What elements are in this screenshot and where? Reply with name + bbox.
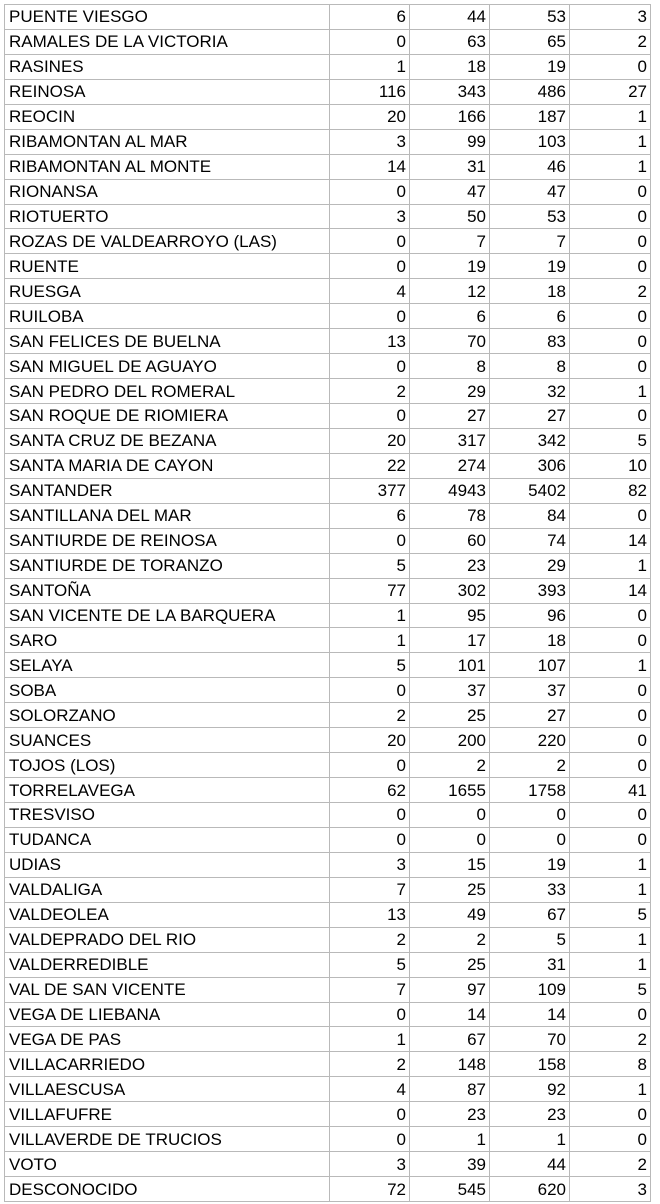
value-cell-col3[interactable]: 32 (490, 379, 570, 404)
table-body (5, 5, 651, 1202)
value-cell-col3[interactable]: 31 (490, 952, 570, 977)
municipality-name-cell[interactable]: VOTO (5, 1152, 330, 1177)
value-cell-col2[interactable]: 60 (410, 528, 490, 553)
value-cell-col2[interactable]: 302 (410, 578, 490, 603)
municipality-name-cell[interactable]: RIOTUERTO (5, 204, 330, 229)
value-cell-col2[interactable]: 1 (410, 1127, 490, 1152)
municipality-name-cell[interactable]: SUANCES (5, 728, 330, 753)
value-cell-col2[interactable]: 19 (410, 254, 490, 279)
value-cell-col1[interactable]: 22 (330, 453, 410, 478)
table-row (5, 578, 651, 603)
value-cell-col2[interactable]: 31 (410, 154, 490, 179)
value-cell-col3[interactable]: 19 (490, 254, 570, 279)
value-cell-col2[interactable]: 25 (410, 877, 490, 902)
value-cell-col2[interactable]: 50 (410, 204, 490, 229)
municipality-name-cell[interactable]: SANTIURDE DE REINOSA (5, 528, 330, 553)
municipality-name-cell[interactable]: SELAYA (5, 653, 330, 678)
table-row (5, 29, 651, 54)
table-row (5, 428, 651, 453)
value-cell-col3[interactable]: 96 (490, 603, 570, 628)
table-row (5, 1152, 651, 1177)
value-cell-col3[interactable]: 393 (490, 578, 570, 603)
value-cell-col1[interactable]: 3 (330, 852, 410, 877)
value-cell-col2[interactable]: 27 (410, 404, 490, 429)
table-row (5, 977, 651, 1002)
table-row (5, 179, 651, 204)
value-cell-col3[interactable]: 46 (490, 154, 570, 179)
table-row (5, 778, 651, 803)
municipality-name-cell[interactable]: RUILOBA (5, 304, 330, 329)
municipality-name-cell[interactable]: SANTA MARIA DE CAYON (5, 453, 330, 478)
value-cell-col4[interactable]: 0 (570, 54, 651, 79)
table-row (5, 927, 651, 952)
value-cell-col1[interactable]: 0 (330, 229, 410, 254)
value-cell-col4[interactable]: 0 (570, 503, 651, 528)
value-cell-col1[interactable]: 0 (330, 528, 410, 553)
value-cell-col3[interactable]: 107 (490, 653, 570, 678)
value-cell-col4[interactable]: 0 (570, 603, 651, 628)
value-cell-col2[interactable]: 63 (410, 29, 490, 54)
value-cell-col4[interactable]: 1 (570, 927, 651, 952)
municipality-name-cell[interactable]: VALDALIGA (5, 877, 330, 902)
table-row (5, 1052, 651, 1077)
table-row (5, 703, 651, 728)
value-cell-col1[interactable]: 20 (330, 428, 410, 453)
value-cell-col1[interactable]: 0 (330, 304, 410, 329)
value-cell-col3[interactable]: 1 (490, 1127, 570, 1152)
value-cell-col2[interactable]: 545 (410, 1177, 490, 1202)
value-cell-col2[interactable]: 23 (410, 553, 490, 578)
municipality-name-cell[interactable]: SAN FELICES DE BUELNA (5, 329, 330, 354)
value-cell-col3[interactable]: 29 (490, 553, 570, 578)
table-row (5, 279, 651, 304)
value-cell-col1[interactable]: 20 (330, 728, 410, 753)
municipality-name-cell[interactable]: TUDANCA (5, 827, 330, 852)
table-row (5, 902, 651, 927)
value-cell-col3[interactable]: 5402 (490, 478, 570, 503)
municipality-name-cell[interactable]: RIBAMONTAN AL MAR (5, 129, 330, 154)
value-cell-col4[interactable]: 0 (570, 827, 651, 852)
value-cell-col3[interactable]: 18 (490, 628, 570, 653)
value-cell-col1[interactable]: 2 (330, 703, 410, 728)
value-cell-col4[interactable]: 0 (570, 304, 651, 329)
value-cell-col3[interactable]: 65 (490, 29, 570, 54)
value-cell-col2[interactable]: 6 (410, 304, 490, 329)
value-cell-col2[interactable]: 317 (410, 428, 490, 453)
municipality-name-cell[interactable]: SAN MIGUEL DE AGUAYO (5, 354, 330, 379)
value-cell-col4[interactable]: 1 (570, 553, 651, 578)
value-cell-col2[interactable]: 95 (410, 603, 490, 628)
value-cell-col3[interactable]: 19 (490, 54, 570, 79)
municipality-name-cell[interactable]: SAN PEDRO DEL ROMERAL (5, 379, 330, 404)
value-cell-col1[interactable]: 6 (330, 503, 410, 528)
municipality-name-cell[interactable]: VILLAVERDE DE TRUCIOS (5, 1127, 330, 1152)
table-row (5, 503, 651, 528)
value-cell-col3[interactable]: 19 (490, 852, 570, 877)
value-cell-col1[interactable]: 4 (330, 1077, 410, 1102)
value-cell-col2[interactable]: 274 (410, 453, 490, 478)
value-cell-col3[interactable]: 92 (490, 1077, 570, 1102)
table-row (5, 952, 651, 977)
value-cell-col2[interactable]: 37 (410, 678, 490, 703)
value-cell-col2[interactable]: 23 (410, 1102, 490, 1127)
table-row (5, 354, 651, 379)
value-cell-col4[interactable]: 0 (570, 803, 651, 828)
value-cell-col4[interactable]: 1 (570, 129, 651, 154)
value-cell-col2[interactable]: 39 (410, 1152, 490, 1177)
value-cell-col1[interactable]: 0 (330, 354, 410, 379)
value-cell-col3[interactable]: 27 (490, 703, 570, 728)
value-cell-col1[interactable]: 3 (330, 1152, 410, 1177)
value-cell-col1[interactable]: 0 (330, 1102, 410, 1127)
value-cell-col2[interactable]: 25 (410, 703, 490, 728)
municipality-name-cell[interactable]: PUENTE VIESGO (5, 5, 330, 30)
value-cell-col3[interactable]: 1758 (490, 778, 570, 803)
value-cell-col2[interactable]: 44 (410, 5, 490, 30)
value-cell-col2[interactable]: 7 (410, 229, 490, 254)
municipality-name-cell[interactable]: RASINES (5, 54, 330, 79)
value-cell-col3[interactable]: 2 (490, 753, 570, 778)
municipality-name-cell[interactable]: SAN VICENTE DE LA BARQUERA (5, 603, 330, 628)
municipality-table (4, 4, 651, 1202)
table-row (5, 553, 651, 578)
municipality-name-cell[interactable]: VALDEPRADO DEL RIO (5, 927, 330, 952)
value-cell-col4[interactable]: 0 (570, 1127, 651, 1152)
value-cell-col4[interactable]: 1 (570, 379, 651, 404)
value-cell-col4[interactable]: 14 (570, 578, 651, 603)
value-cell-col1[interactable]: 62 (330, 778, 410, 803)
value-cell-col4[interactable]: 0 (570, 753, 651, 778)
value-cell-col4[interactable]: 5 (570, 977, 651, 1002)
value-cell-col4[interactable]: 1 (570, 852, 651, 877)
value-cell-col4[interactable]: 1 (570, 1077, 651, 1102)
table-row (5, 852, 651, 877)
value-cell-col2[interactable]: 87 (410, 1077, 490, 1102)
municipality-name-cell[interactable]: SARO (5, 628, 330, 653)
table-row (5, 478, 651, 503)
value-cell-col4[interactable]: 10 (570, 453, 651, 478)
value-cell-col2[interactable]: 1655 (410, 778, 490, 803)
value-cell-col1[interactable]: 0 (330, 254, 410, 279)
value-cell-col3[interactable]: 0 (490, 827, 570, 852)
table-row (5, 379, 651, 404)
value-cell-col4[interactable]: 0 (570, 678, 651, 703)
value-cell-col2[interactable]: 200 (410, 728, 490, 753)
value-cell-col2[interactable]: 70 (410, 329, 490, 354)
municipality-name-cell[interactable]: SANTANDER (5, 478, 330, 503)
municipality-name-cell[interactable]: REINOSA (5, 79, 330, 104)
value-cell-col4[interactable]: 1 (570, 154, 651, 179)
municipality-name-cell[interactable]: SANTIURDE DE TORANZO (5, 553, 330, 578)
value-cell-col3[interactable]: 84 (490, 503, 570, 528)
value-cell-col3[interactable]: 486 (490, 79, 570, 104)
value-cell-col3[interactable]: 6 (490, 304, 570, 329)
value-cell-col3[interactable]: 14 (490, 1002, 570, 1027)
value-cell-col3[interactable]: 8 (490, 354, 570, 379)
table-row (5, 129, 651, 154)
municipality-name-cell[interactable]: VAL DE SAN VICENTE (5, 977, 330, 1002)
value-cell-col3[interactable]: 74 (490, 528, 570, 553)
table-row (5, 803, 651, 828)
table-row (5, 877, 651, 902)
value-cell-col4[interactable]: 3 (570, 1177, 651, 1202)
municipality-name-cell[interactable]: UDIAS (5, 852, 330, 877)
value-cell-col4[interactable]: 2 (570, 279, 651, 304)
value-cell-col2[interactable]: 17 (410, 628, 490, 653)
municipality-name-cell[interactable]: TRESVISO (5, 803, 330, 828)
value-cell-col4[interactable]: 0 (570, 179, 651, 204)
value-cell-col1[interactable]: 3 (330, 204, 410, 229)
table-row (5, 453, 651, 478)
value-cell-col3[interactable]: 342 (490, 428, 570, 453)
value-cell-col1[interactable]: 2 (330, 1052, 410, 1077)
municipality-name-cell[interactable]: REOCIN (5, 104, 330, 129)
value-cell-col1[interactable]: 13 (330, 902, 410, 927)
value-cell-col4[interactable]: 1 (570, 877, 651, 902)
value-cell-col2[interactable]: 99 (410, 129, 490, 154)
value-cell-col4[interactable]: 0 (570, 1002, 651, 1027)
value-cell-col2[interactable]: 2 (410, 753, 490, 778)
value-cell-col4[interactable]: 3 (570, 5, 651, 30)
municipality-name-cell[interactable]: SANTILLANA DEL MAR (5, 503, 330, 528)
table-row (5, 753, 651, 778)
table-row (5, 1127, 651, 1152)
municipality-name-cell[interactable]: SOBA (5, 678, 330, 703)
value-cell-col4[interactable]: 82 (570, 478, 651, 503)
value-cell-col4[interactable]: 0 (570, 1102, 651, 1127)
value-cell-col1[interactable]: 0 (330, 827, 410, 852)
value-cell-col1[interactable]: 77 (330, 578, 410, 603)
value-cell-col1[interactable]: 0 (330, 1002, 410, 1027)
value-cell-col3[interactable]: 53 (490, 204, 570, 229)
table-row (5, 728, 651, 753)
value-cell-col2[interactable]: 18 (410, 54, 490, 79)
value-cell-col3[interactable]: 620 (490, 1177, 570, 1202)
table-row (5, 329, 651, 354)
value-cell-col1[interactable]: 0 (330, 678, 410, 703)
value-cell-col4[interactable]: 1 (570, 104, 651, 129)
value-cell-col2[interactable]: 148 (410, 1052, 490, 1077)
value-cell-col1[interactable]: 6 (330, 5, 410, 30)
municipality-name-cell[interactable]: DESCONOCIDO (5, 1177, 330, 1202)
value-cell-col1[interactable]: 1 (330, 628, 410, 653)
value-cell-col1[interactable]: 1 (330, 603, 410, 628)
table-row (5, 204, 651, 229)
value-cell-col2[interactable]: 12 (410, 279, 490, 304)
value-cell-col2[interactable]: 15 (410, 852, 490, 877)
value-cell-col1[interactable]: 0 (330, 1127, 410, 1152)
table-row (5, 304, 651, 329)
table-row (5, 1177, 651, 1202)
value-cell-col1[interactable]: 2 (330, 379, 410, 404)
municipality-name-cell[interactable]: TORRELAVEGA (5, 778, 330, 803)
value-cell-col1[interactable]: 0 (330, 404, 410, 429)
value-cell-col4[interactable]: 5 (570, 902, 651, 927)
table-row (5, 254, 651, 279)
value-cell-col2[interactable]: 47 (410, 179, 490, 204)
value-cell-col2[interactable]: 8 (410, 354, 490, 379)
value-cell-col3[interactable]: 44 (490, 1152, 570, 1177)
value-cell-col1[interactable]: 5 (330, 653, 410, 678)
value-cell-col3[interactable]: 33 (490, 877, 570, 902)
municipality-name-cell[interactable]: VALDEOLEA (5, 902, 330, 927)
value-cell-col3[interactable]: 187 (490, 104, 570, 129)
value-cell-col1[interactable]: 13 (330, 329, 410, 354)
municipality-name-cell[interactable]: SANTA CRUZ DE BEZANA (5, 428, 330, 453)
value-cell-col1[interactable]: 0 (330, 753, 410, 778)
municipality-name-cell[interactable]: VEGA DE LIEBANA (5, 1002, 330, 1027)
municipality-name-cell[interactable]: VALDERREDIBLE (5, 952, 330, 977)
value-cell-col4[interactable]: 0 (570, 204, 651, 229)
value-cell-col1[interactable]: 1 (330, 1027, 410, 1052)
value-cell-col3[interactable]: 83 (490, 329, 570, 354)
value-cell-col4[interactable]: 2 (570, 1152, 651, 1177)
value-cell-col4[interactable]: 1 (570, 653, 651, 678)
value-cell-col1[interactable]: 72 (330, 1177, 410, 1202)
value-cell-col4[interactable]: 5 (570, 428, 651, 453)
table-row (5, 154, 651, 179)
value-cell-col4[interactable]: 0 (570, 703, 651, 728)
table-row (5, 528, 651, 553)
municipality-name-cell[interactable]: RUENTE (5, 254, 330, 279)
table-row (5, 104, 651, 129)
value-cell-col3[interactable]: 23 (490, 1102, 570, 1127)
value-cell-col4[interactable]: 0 (570, 728, 651, 753)
value-cell-col2[interactable]: 101 (410, 653, 490, 678)
value-cell-col4[interactable]: 0 (570, 404, 651, 429)
value-cell-col1[interactable]: 7 (330, 877, 410, 902)
value-cell-col3[interactable]: 27 (490, 404, 570, 429)
table-row (5, 79, 651, 104)
table-row (5, 54, 651, 79)
value-cell-col2[interactable]: 25 (410, 952, 490, 977)
value-cell-col1[interactable]: 0 (330, 29, 410, 54)
municipality-name-cell[interactable]: SAN ROQUE DE RIOMIERA (5, 404, 330, 429)
table-row (5, 678, 651, 703)
value-cell-col4[interactable]: 0 (570, 254, 651, 279)
value-cell-col2[interactable]: 29 (410, 379, 490, 404)
value-cell-col1[interactable]: 1 (330, 54, 410, 79)
value-cell-col2[interactable]: 78 (410, 503, 490, 528)
table-row (5, 404, 651, 429)
value-cell-col1[interactable]: 20 (330, 104, 410, 129)
value-cell-col1[interactable]: 2 (330, 927, 410, 952)
table-row (5, 229, 651, 254)
municipality-name-cell[interactable]: VEGA DE PAS (5, 1027, 330, 1052)
value-cell-col3[interactable]: 7 (490, 229, 570, 254)
value-cell-col4[interactable]: 8 (570, 1052, 651, 1077)
value-cell-col3[interactable]: 109 (490, 977, 570, 1002)
municipality-name-cell[interactable]: VILLACARRIEDO (5, 1052, 330, 1077)
municipality-name-cell[interactable]: RAMALES DE LA VICTORIA (5, 29, 330, 54)
value-cell-col3[interactable]: 0 (490, 803, 570, 828)
value-cell-col2[interactable]: 2 (410, 927, 490, 952)
municipality-name-cell[interactable]: RUESGA (5, 279, 330, 304)
value-cell-col2[interactable]: 97 (410, 977, 490, 1002)
value-cell-col1[interactable]: 5 (330, 952, 410, 977)
value-cell-col2[interactable]: 49 (410, 902, 490, 927)
municipality-name-cell[interactable]: TOJOS (LOS) (5, 753, 330, 778)
value-cell-col3[interactable]: 37 (490, 678, 570, 703)
value-cell-col4[interactable]: 27 (570, 79, 651, 104)
value-cell-col4[interactable]: 0 (570, 354, 651, 379)
municipality-name-cell[interactable]: VILLAESCUSA (5, 1077, 330, 1102)
value-cell-col4[interactable]: 14 (570, 528, 651, 553)
value-cell-col3[interactable]: 5 (490, 927, 570, 952)
value-cell-col2[interactable]: 166 (410, 104, 490, 129)
municipality-name-cell[interactable]: SOLORZANO (5, 703, 330, 728)
value-cell-col2[interactable]: 343 (410, 79, 490, 104)
value-cell-col2[interactable]: 0 (410, 803, 490, 828)
value-cell-col3[interactable]: 158 (490, 1052, 570, 1077)
value-cell-col1[interactable]: 7 (330, 977, 410, 1002)
value-cell-col1[interactable]: 116 (330, 79, 410, 104)
value-cell-col4[interactable]: 0 (570, 628, 651, 653)
value-cell-col1[interactable]: 377 (330, 478, 410, 503)
value-cell-col3[interactable]: 67 (490, 902, 570, 927)
table-row (5, 827, 651, 852)
value-cell-col2[interactable]: 4943 (410, 478, 490, 503)
municipality-name-cell[interactable]: SANTOÑA (5, 578, 330, 603)
value-cell-col3[interactable]: 220 (490, 728, 570, 753)
value-cell-col1[interactable]: 5 (330, 553, 410, 578)
table-row (5, 1102, 651, 1127)
table-row (5, 653, 651, 678)
value-cell-col2[interactable]: 67 (410, 1027, 490, 1052)
value-cell-col4[interactable]: 2 (570, 29, 651, 54)
value-cell-col1[interactable]: 0 (330, 179, 410, 204)
value-cell-col4[interactable]: 0 (570, 229, 651, 254)
value-cell-col2[interactable]: 14 (410, 1002, 490, 1027)
value-cell-col1[interactable]: 4 (330, 279, 410, 304)
value-cell-col3[interactable]: 103 (490, 129, 570, 154)
value-cell-col3[interactable]: 18 (490, 279, 570, 304)
value-cell-col1[interactable]: 0 (330, 803, 410, 828)
value-cell-col4[interactable]: 2 (570, 1027, 651, 1052)
table-row (5, 1027, 651, 1052)
value-cell-col1[interactable]: 14 (330, 154, 410, 179)
value-cell-col4[interactable]: 0 (570, 329, 651, 354)
municipality-name-cell[interactable]: ROZAS DE VALDEARROYO (LAS) (5, 229, 330, 254)
table-row (5, 628, 651, 653)
table-row (5, 1002, 651, 1027)
value-cell-col4[interactable]: 1 (570, 952, 651, 977)
table-row (5, 1077, 651, 1102)
value-cell-col3[interactable]: 53 (490, 5, 570, 30)
value-cell-col4[interactable]: 41 (570, 778, 651, 803)
value-cell-col3[interactable]: 70 (490, 1027, 570, 1052)
value-cell-col1[interactable]: 3 (330, 129, 410, 154)
value-cell-col2[interactable]: 0 (410, 827, 490, 852)
table-row (5, 603, 651, 628)
municipality-name-cell[interactable]: VILLAFUFRE (5, 1102, 330, 1127)
municipality-name-cell[interactable]: RIONANSA (5, 179, 330, 204)
municipality-name-cell[interactable]: RIBAMONTAN AL MONTE (5, 154, 330, 179)
value-cell-col3[interactable]: 47 (490, 179, 570, 204)
value-cell-col3[interactable]: 306 (490, 453, 570, 478)
table-row (5, 5, 651, 30)
